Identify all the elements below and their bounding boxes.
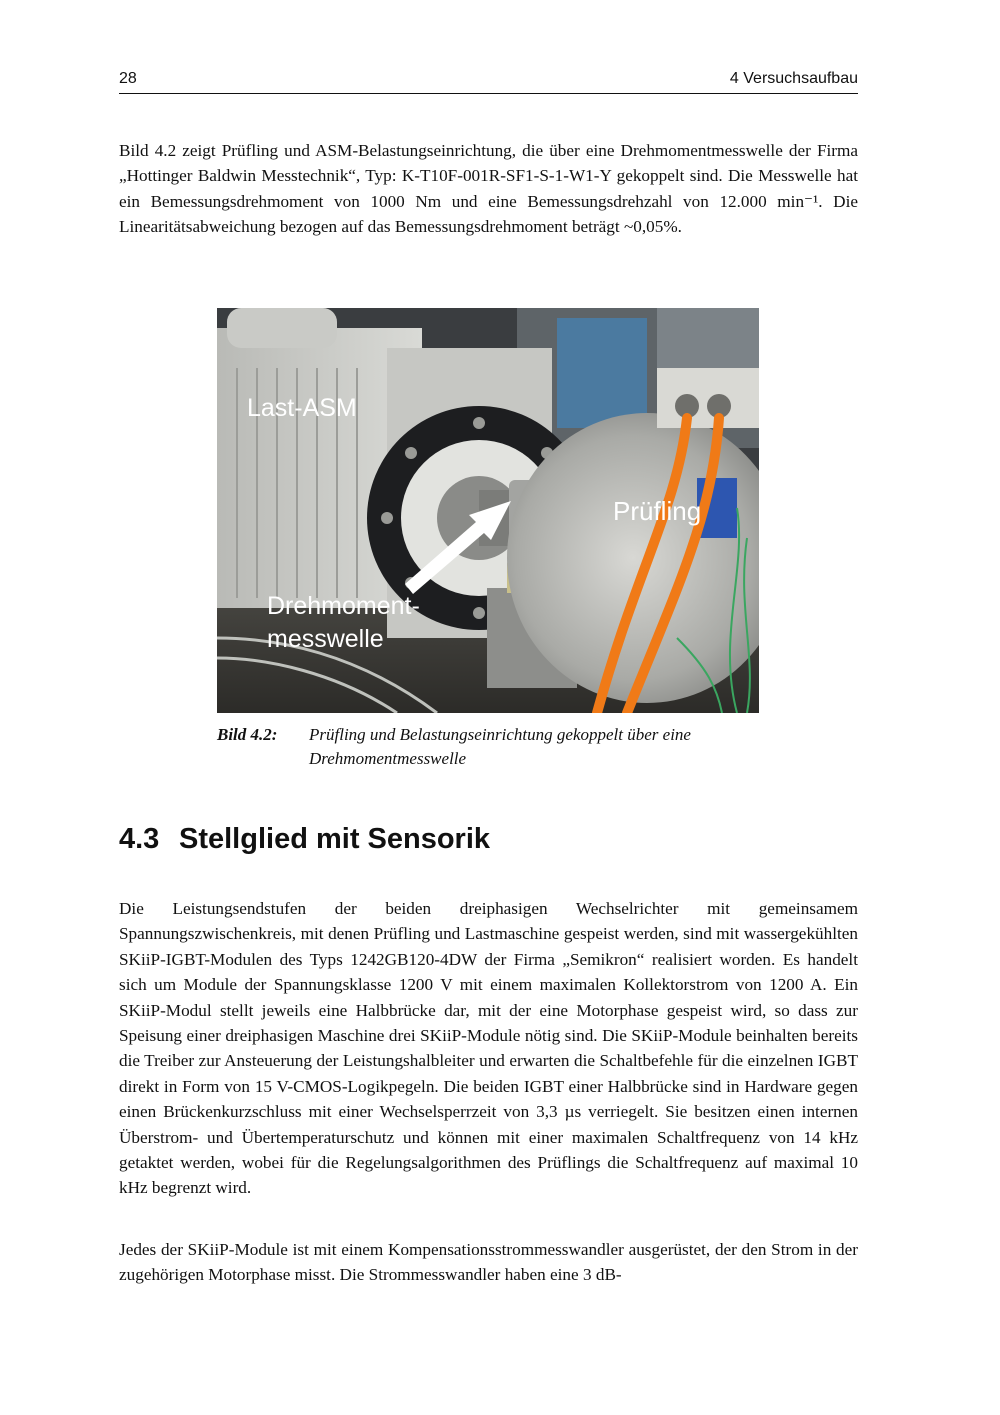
caption-text: Prüfling und Belastungseinrichtung gekoppelt über eine Drehmomentmesswelle <box>309 725 691 768</box>
body-paragraph-2: Jedes der SKiiP-Module ist mit einem Kompensationsstrommesswandler ausgerüstet, der den Strom in der zugehörigen Motorphase misst. Die Strommesswandler haben eine 3 dB- <box>119 1240 858 1285</box>
intro-paragraph: Bild 4.2 zeigt Prüfling und ASM-Belastungseinrichtung, die über eine Drehmomentmesswelle der Firma „Hottinger Baldwin Messtechnik“, Typ: K-T10F-001R-SF1-S-1-W1-Y gekoppelt sind. Die Messwelle hat ein Bemessungsdrehmoment von 1000 Nm und eine Bemessungsdrehzahl von 12.000 min⁻¹. Die Linearitätsabweichung bezogen auf das Bemessungsdrehmoment beträgt ~0,05%. <box>119 141 858 237</box>
label-drehmoment: Drehmoment- <box>267 592 420 620</box>
body-paragraph-1: Die Leistungsendstufen der beiden dreiphasigen Wechselrichter mit gemeinsamem Spannungszwischenkreis, mit denen Prüfling und Lastmaschine gespeist werden, sind mit wassergekühlten SKiiP-IGBT-Modulen des Typs 1242GB120-4DW der Firma „Semikron“ realisiert worden. Es handelt sich um Module der Spannungsklasse 1200 V mit einem maximalen Kollektorstrom von 1200 A. Ein SKiiP-Modul stellt jeweils eine Halbbrücke dar, mit der eine Motorphase gespeist wird, so dass zur Speisung einer dreiphasigen Maschine drei SKiiP-Module nötig sind. Die SKiiP-Module beinhalten bereits die Treiber zur Ansteuerung der Leistungshalbleiter und erwarten die Schaltbefehle für die einzelnen IGBT direkt in Form von 15 V-CMOS-Logikpegeln. Die beiden IGBT einer Halbbrücke sind in Hardware gegen einen Brückenkurzschluss mit einer Wechselsperrzeit von 3,3 µs verriegelt. Sie besitzen einen internen Überstrom- und Übertemperaturschutz und können mit einer maximalen Schaltfrequenz von 14 kHz getaktet werden, wobei für die Regelungsalgorithmen des Prüflings die Schaltfrequenz auf maximal 10 kHz begrenzt wird. <box>119 899 858 1198</box>
label-messwelle: messwelle <box>267 625 384 653</box>
test-bench-photo <box>217 308 759 713</box>
section-number: 4.3 <box>119 823 160 855</box>
running-header: 4 Versuchsaufbau <box>729 70 858 87</box>
caption-label: Bild 4.2: <box>217 725 278 744</box>
page-number: 28 <box>119 70 137 87</box>
label-last-asm: Last-ASM <box>247 394 357 422</box>
section-heading <box>119 823 490 856</box>
section-title: Stellglied mit Sensorik <box>179 823 491 855</box>
label-pruefling: Prüfling <box>613 496 702 526</box>
header-rule <box>119 93 858 94</box>
